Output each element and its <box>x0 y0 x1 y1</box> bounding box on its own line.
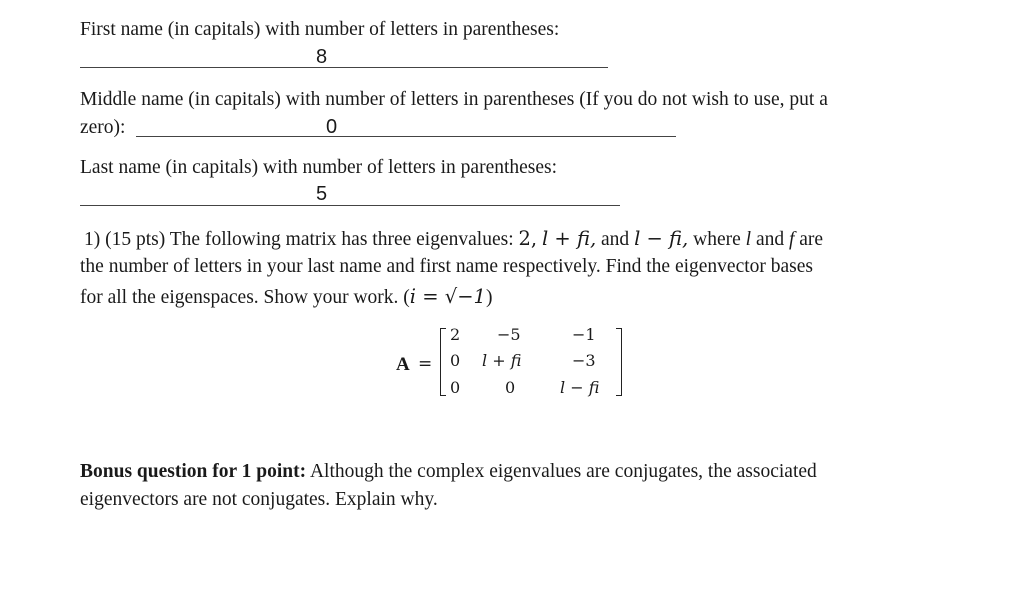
question-intro: 1) (15 pts) The following matrix has three eigenvalues: <box>84 229 514 250</box>
last-name-label: Last name (in capitals) with number of letters in parentheses: <box>80 157 558 178</box>
question-where: where <box>693 229 741 250</box>
question-line-1 <box>84 225 823 254</box>
matrix-cell: l − fi <box>560 378 600 397</box>
matrix-left-bracket <box>440 328 446 396</box>
bonus-label: Bonus question for 1 point: <box>80 461 307 482</box>
question-line-3 <box>80 283 492 312</box>
question-and-2: and <box>755 229 785 250</box>
question-line-3-text: for all the eigenspaces. Show your work. ( <box>80 287 410 308</box>
matrix-cell: −5 <box>497 325 521 344</box>
question-are: are <box>799 229 824 250</box>
middle-name-field[interactable] <box>136 136 676 137</box>
matrix-name: A <box>396 354 410 375</box>
bonus-line-2: eigenvectors are not conjugates. Explain why. <box>80 489 438 510</box>
question-line-2: the number of letters in your last name and first name respectively. Find the eigenvector bases <box>80 256 814 277</box>
matrix-right-bracket <box>616 328 622 396</box>
question-line-3-close: ) <box>485 287 493 308</box>
middle-name-answer: 0 <box>326 116 338 138</box>
question-and: and <box>601 229 630 250</box>
bonus-text-1: Although the complex eigenvalues are conjugates, the associated <box>309 461 817 482</box>
var-f: f <box>788 229 795 250</box>
eigenvalue-complex-plus: l + fi, <box>541 227 597 250</box>
eigenvalue-complex-minus: l − fi, <box>634 227 689 250</box>
matrix-cell: 0 <box>450 378 461 397</box>
matrix-cell: 2 <box>450 325 461 344</box>
matrix-equals: = <box>418 354 433 374</box>
matrix-cell: −3 <box>572 351 596 370</box>
first-name-answer: 8 <box>316 46 328 68</box>
first-name-field[interactable] <box>80 67 608 68</box>
last-name-answer: 5 <box>316 183 328 205</box>
first-name-label: First name (in capitals) with number of letters in parentheses: <box>80 19 560 40</box>
matrix-cell: 0 <box>450 351 461 370</box>
var-l: l <box>745 229 752 250</box>
bonus-line-1 <box>80 458 817 486</box>
imaginary-unit-definition: i = √−1 <box>409 285 486 308</box>
middle-name-label: Middle name (in capitals) with number of letters in parentheses (If you do not wish to use, put a <box>80 89 828 110</box>
matrix-cell: 0 <box>505 378 516 397</box>
matrix-cell: −1 <box>572 325 596 344</box>
last-name-field[interactable] <box>80 205 620 206</box>
matrix-cell: l + fi <box>482 351 522 370</box>
eigenvalue-real: 2, <box>518 227 538 250</box>
middle-name-label-cont: zero): <box>80 117 126 138</box>
